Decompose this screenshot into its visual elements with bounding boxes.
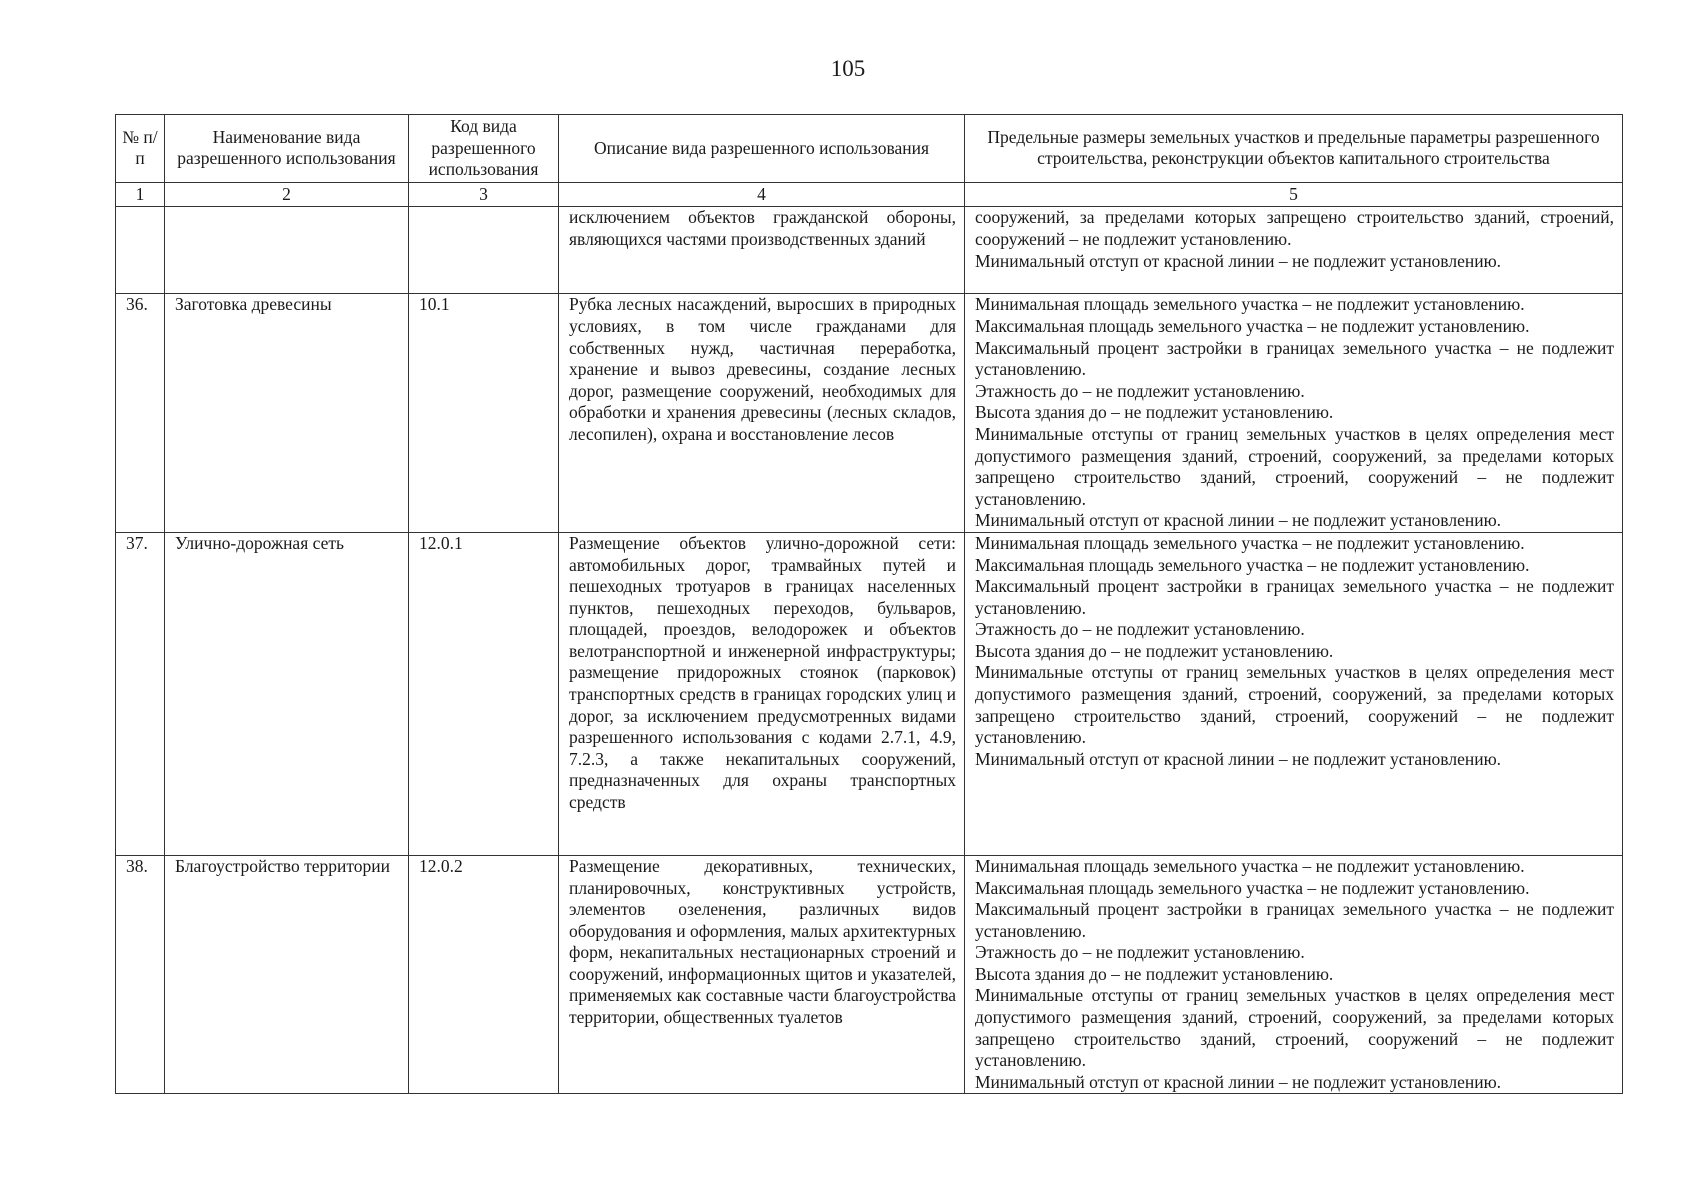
- header-code: Код вида разрешенного использования: [409, 115, 559, 183]
- param-line: Максимальный процент застройки в границах земельного участка – не подлежит установлению.: [975, 337, 1614, 380]
- header-description: Описание вида разрешенного использования: [559, 115, 965, 183]
- param-line: Этажность до – не подлежит установлению.: [975, 380, 1305, 401]
- row-num: [116, 207, 165, 294]
- table-header-row: [116, 115, 1623, 183]
- column-number: 5: [965, 182, 1623, 207]
- row-name: [165, 207, 409, 294]
- column-number: 1: [116, 182, 165, 207]
- param-line: Минимальные отступы от границ земельных участков в целях определения мест допустимого размещения зданий, строений, сооружений, за пределами которых запрещено строительство зданий, строений, сооружений – не подлежит установлению.: [975, 662, 1614, 748]
- row-params: [965, 532, 1623, 855]
- row-num: 36.: [116, 294, 165, 533]
- table-row-continuation: [116, 207, 1623, 294]
- row-params: [965, 207, 1623, 294]
- param-line: Максимальная площадь земельного участка – не подлежит установлению.: [975, 315, 1530, 336]
- param-line: Этажность до – не подлежит установлению.: [975, 619, 1305, 640]
- row-description: Размещение объектов улично-дорожной сети: автомобильных дорог, трамвайных путей и пешеходных тротуаров в границах населенных пунктов, пешеходных переходов, бульваров, площадей, проездов, велодорожек и объектов велотранспортной и инженерной инфраструктуры; размещение придорожных стоянок (парковок) транспортных средств в границах городских улиц и дорог, за исключением предусмотренных видами разрешенного использования с кодами 2.7.1, 4.9, 7.2.3, а также некапитальных сооружений, предназначенных для охраны транспортных средств: [559, 532, 965, 855]
- land-use-table: [115, 114, 1623, 1094]
- page-number: 105: [830, 56, 866, 81]
- header-num: № п/п: [116, 115, 165, 183]
- row-code: 10.1: [409, 294, 559, 533]
- row-num: 38.: [116, 855, 165, 1094]
- column-number: 4: [559, 182, 965, 207]
- param-line: Минимальная площадь земельного участка – не подлежит установлению.: [975, 855, 1525, 876]
- param-line: Минимальный отступ от красной линии – не подлежит установлению.: [975, 510, 1502, 531]
- row-code: 12.0.2: [409, 855, 559, 1094]
- param-line: Высота здания до – не подлежит установлению.: [975, 402, 1334, 423]
- header-name: Наименование вида разрешенного использования: [165, 115, 409, 183]
- table-row: [116, 294, 1623, 533]
- param-line: Высота здания до – не подлежит установлению.: [975, 963, 1334, 984]
- row-name: Улично-дорожная сеть: [165, 532, 409, 855]
- param-line: Максимальный процент застройки в границах земельного участка – не подлежит установлению.: [975, 576, 1614, 618]
- column-number: 3: [409, 182, 559, 207]
- row-description: Рубка лесных насаждений, выросших в природных условиях, в том числе гражданами для собственных нужд, частичная переработка, хранение и вывоз древесины, создание лесных дорог, размещение сооружений, необходимых для обработки и хранения древесины (лесных складов, лесопилен), охрана и восстановление лесов: [559, 294, 965, 533]
- param-line: Минимальный отступ от красной линии – не подлежит установлению.: [975, 250, 1502, 271]
- param-line: Минимальный отступ от красной линии – не подлежит установлению.: [975, 1071, 1502, 1092]
- param-line: Минимальная площадь земельного участка – не подлежит установлению.: [975, 294, 1525, 315]
- row-params: [965, 294, 1623, 533]
- param-line: Максимальная площадь земельного участка – не подлежит установлению.: [975, 877, 1530, 898]
- row-code: 12.0.1: [409, 532, 559, 855]
- param-line: Минимальный отступ от красной линии – не подлежит установлению.: [975, 748, 1502, 769]
- row-params: [965, 855, 1623, 1094]
- row-num: 37.: [116, 532, 165, 855]
- column-number: 2: [165, 182, 409, 207]
- param-line: Высота здания до – не подлежит установлению.: [975, 640, 1334, 661]
- row-code: [409, 207, 559, 294]
- header-params: Предельные размеры земельных участков и предельные параметры разрешенного строительства, реконструкции объектов капитального строительства: [965, 115, 1623, 183]
- row-description: исключением объектов гражданской обороны, являющихся частями производственных зданий: [559, 207, 965, 294]
- param-line: Максимальный процент застройки в границах земельного участка – не подлежит установлению.: [975, 899, 1614, 941]
- param-line: Минимальная площадь земельного участка – не подлежит установлению.: [975, 532, 1525, 553]
- row-name: Заготовка древесины: [165, 294, 409, 533]
- param-line: Минимальные отступы от границ земельных участков в целях определения мест допустимого размещения зданий, строений, сооружений, за пределами которых запрещено строительство зданий, строений, сооружений – не подлежит установлению.: [975, 423, 1614, 509]
- param-line: Максимальная площадь земельного участка – не подлежит установлению.: [975, 554, 1530, 575]
- param-line: Этажность до – не подлежит установлению.: [975, 942, 1305, 963]
- row-name: Благоустройство территории: [165, 855, 409, 1094]
- table-row: [116, 855, 1623, 1094]
- param-line: Минимальные отступы от границ земельных участков в целях определения мест допустимого размещения зданий, строений, сооружений, за пределами которых запрещено строительство зданий, строений, сооружений – не подлежит установлению.: [975, 985, 1614, 1071]
- table-row: [116, 532, 1623, 855]
- column-number-row: [116, 182, 1623, 207]
- param-line: сооружений, за пределами которых запрещено строительство зданий, строений, сооружений – не подлежит установлению.: [975, 207, 1614, 249]
- row-description: Размещение декоративных, технических, планировочных, конструктивных устройств, элементов озеленения, различных видов оборудования и оформления, малых архитектурных форм, некапитальных нестационарных строений и сооружений, информационных щитов и указателей, применяемых как составные части благоустройства территории, общественных туалетов: [559, 855, 965, 1094]
